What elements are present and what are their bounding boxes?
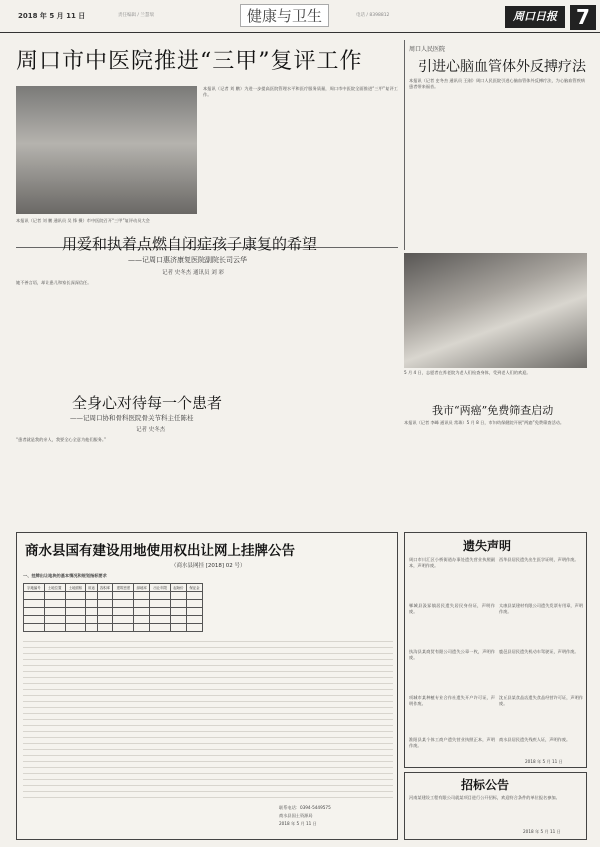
notice-number: （商水县网挂 [2018] 02 号） [171, 563, 246, 569]
table-row [24, 624, 203, 632]
tender-body: 河南某建设工程有限公司就某项目进行公开招标，欢迎符合条件的单位报名参加。 [409, 795, 560, 800]
volunteer-photo [404, 253, 587, 368]
divider [404, 40, 405, 250]
issue-date: 2018 年 5 月 11 日 [18, 12, 86, 20]
table-row [24, 592, 203, 600]
table-header: 绿地率 [134, 584, 150, 592]
table-header: 容积率 [97, 584, 113, 592]
article5-subtitle: ——记周口协和骨科医院骨关节科主任陈桂 [70, 414, 194, 422]
notice-date: 2018 年 5 月 11 日 [279, 821, 317, 826]
list-item: 淮阳县某个体工商户遗失营业执照正本，声明作废。 [409, 737, 495, 748]
notice-contact: 联系电话：0394-5449575 [279, 805, 331, 810]
lost-notices-date: 2018 年 5 月 11 日 [525, 759, 563, 764]
article5-title: 全身心对待每一个患者 [72, 394, 223, 412]
page-number: 7 [570, 5, 596, 30]
page-header [0, 0, 600, 33]
list-item: 沈丘县某食品店遗失食品经营许可证，声明作废。 [499, 695, 583, 706]
article3-subtitle: ——记周口惠济康复医院副院长司云华 [128, 256, 247, 264]
list-item: 扶沟县某商贸有限公司遗失公章一枚，声明作废。 [409, 649, 495, 660]
article5-body: “患者就是我的亲人，我要全心全意为他们服务。” [16, 437, 107, 442]
article3-byline: 记者 史冬杰 通讯员 刘 彩 [162, 270, 224, 276]
list-item: 项城市某种植专业合作社遗失开户许可证，声明作废。 [409, 695, 495, 706]
article2-kicker: 周口人民医院 [409, 46, 446, 53]
notice-title: 商水县国有建设用地使用权出让网上挂牌公告 [25, 543, 295, 559]
article5-byline: 记者 史冬杰 [136, 427, 166, 433]
phone-credit: 电话 / 8398812 [356, 13, 390, 18]
article3-body: 她不善言语，却让患儿和家长深深信任。 [16, 280, 92, 285]
table-row [24, 616, 203, 624]
article2-title: 引进心脑血管体外反搏疗法 [418, 59, 586, 75]
newspaper-logo: 周口日报 [505, 6, 565, 28]
article1-body: 本报讯（记者 刘 鹏）为进一步提高医院管理水平和医疗服务质量，周口市中医院全面推进“三甲”复评工作。 [203, 86, 398, 97]
article1-photo [16, 86, 197, 214]
section-title: 健康与卫生 [240, 4, 329, 27]
article4-body: 本报讯（记者 李峰 通讯员 常珠）5 月 8 日，市妇幼保健院开展“两癌”免费筛查活动。 [404, 420, 565, 425]
table-header: 用途 [86, 584, 97, 592]
table-header: 起始价 [171, 584, 187, 592]
tender-notice [404, 772, 587, 840]
table-row [24, 600, 203, 608]
article3-title: 用爱和执着点燃自闭症孩子康复的希望 [62, 235, 318, 253]
table-header: 保证金 [186, 584, 202, 592]
list-item: 太康县某建材有限公司遗失发票专用章，声明作废。 [499, 603, 583, 614]
table-header: 土地位置 [44, 584, 65, 592]
list-item: 商水县居民遗失残疾人证，声明作废。 [499, 737, 571, 742]
tender-title: 招标公告 [461, 778, 510, 792]
editor-credit: 责任编辑 / 兰慧瑞 [118, 13, 154, 18]
article4-title: 我市“两癌”免费筛查启动 [432, 404, 554, 417]
notice-subheading: 一、挂牌出让地块的基本情况和规划指标要求 [23, 573, 107, 578]
notice-body-lines [23, 641, 393, 801]
lost-notices-title: 遗失声明 [463, 539, 512, 553]
article1-caption: 本报讯（记者 刘 鹏 通讯员 吴 锋 摄）市中医院召开“三甲”复评动员大会 [16, 218, 150, 223]
table-header: 建筑密度 [113, 584, 134, 592]
table-row [24, 608, 203, 616]
lost-notices [404, 532, 587, 768]
article1-title: 周口市中医院推进“三甲”复评工作 [16, 49, 363, 74]
table-header: 出让年限 [150, 584, 171, 592]
list-item: 周口市川汇区小桥街道办事处遗失营业执照副本，声明作废。 [409, 557, 495, 568]
notice-box [16, 532, 398, 840]
list-item: 鹿邑县居民遗失机动车驾驶证，声明作废。 [499, 649, 579, 654]
photo-caption: 5 月 4 日，志愿者在养老院为老人们检查身体，受到老人们的欢迎。 [404, 370, 531, 375]
notice-issuer: 商水县国土资源局 [279, 813, 313, 818]
table-header: 土地面积 [65, 584, 86, 592]
article2-body: 本报讯（记者 史冬杰 通讯员 王刚）周口人民医院引进心脑血管体外反搏疗法，为心脑血管疾病患者带来福音。 [409, 78, 585, 89]
tender-date: 2018 年 5 月 11 日 [523, 829, 561, 834]
table-header: 宗地编号 [24, 584, 45, 592]
list-item: 西华县居民遗失出生医学证明，声明作废。 [499, 557, 579, 562]
land-table [23, 583, 203, 632]
list-item: 郸城县汲冢镇居民遗失居民身份证，声明作废。 [409, 603, 495, 614]
